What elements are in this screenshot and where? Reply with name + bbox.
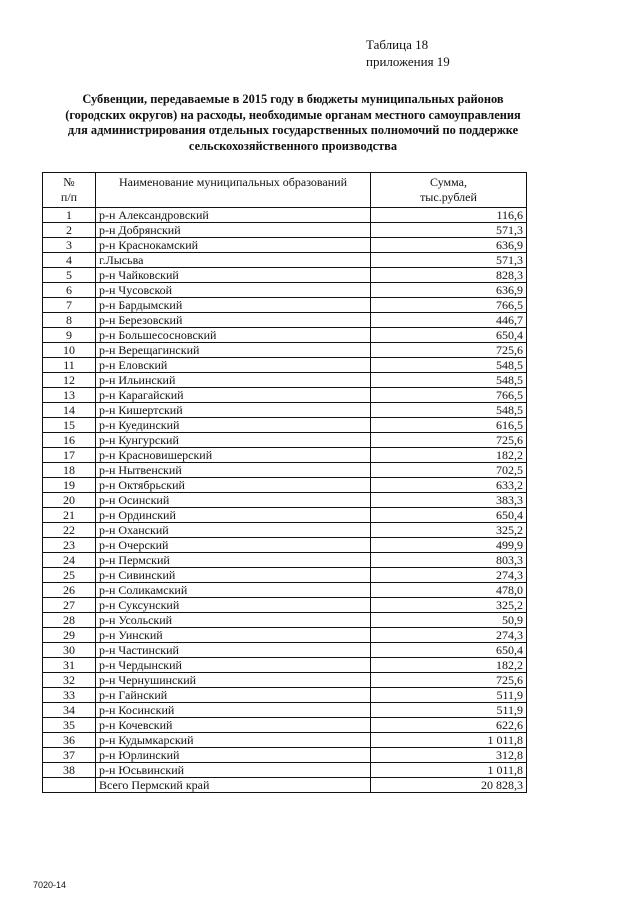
table-number: Таблица 18 xyxy=(366,37,429,52)
row-number: 4 xyxy=(43,253,96,268)
row-number: 21 xyxy=(43,508,96,523)
table-row xyxy=(43,448,527,463)
subsidy-amount: 616,5 xyxy=(371,418,527,433)
header-sum-unit: тыс.рублей xyxy=(420,190,477,204)
municipality-name: р-н Чернушинский xyxy=(96,673,371,688)
municipality-name: р-н Чусовской xyxy=(96,283,371,298)
header-number-abbr: п/п xyxy=(60,190,78,204)
row-number: 37 xyxy=(43,748,96,763)
table-row xyxy=(43,298,527,313)
subsidy-amount: 116,6 xyxy=(371,208,527,223)
table-row xyxy=(43,223,527,238)
municipality-name: р-н Очерский xyxy=(96,538,371,553)
subsidy-amount: 571,3 xyxy=(371,253,527,268)
table-row xyxy=(43,463,527,478)
municipality-name: р-н Суксунский xyxy=(96,598,371,613)
municipality-name: р-н Косинский xyxy=(96,703,371,718)
subsidy-amount: 274,3 xyxy=(371,628,527,643)
subsidy-amount: 766,5 xyxy=(371,388,527,403)
municipality-name: г.Лысьва xyxy=(96,253,371,268)
total-row xyxy=(43,778,527,793)
row-number: 16 xyxy=(43,433,96,448)
title-line-3: для администрирования отдельных государственных полномочий по поддержке xyxy=(67,123,519,137)
table-header-row xyxy=(43,173,527,208)
subsidy-amount: 650,4 xyxy=(371,508,527,523)
row-number: 20 xyxy=(43,493,96,508)
subsidy-amount: 182,2 xyxy=(371,448,527,463)
table-row xyxy=(43,343,527,358)
subsidy-amount: 548,5 xyxy=(371,373,527,388)
row-number: 36 xyxy=(43,733,96,748)
subsidy-amount: 571,3 xyxy=(371,223,527,238)
table-row xyxy=(43,763,527,778)
subsidy-amount: 446,7 xyxy=(371,313,527,328)
table-row xyxy=(43,268,527,283)
table-row xyxy=(43,673,527,688)
subsidy-amount: 1 011,8 xyxy=(371,763,527,778)
municipality-name: р-н Сивинский xyxy=(96,568,371,583)
municipality-name: р-н Кунгурский xyxy=(96,433,371,448)
table-row xyxy=(43,253,527,268)
appendix-number: приложения 19 xyxy=(366,54,450,69)
municipality-name: р-н Кудымкарский xyxy=(96,733,371,748)
municipality-name: р-н Краснокамский xyxy=(96,238,371,253)
row-number: 35 xyxy=(43,718,96,733)
row-number: 2 xyxy=(43,223,96,238)
subsidy-amount: 499,9 xyxy=(371,538,527,553)
document-title xyxy=(50,92,536,154)
row-number: 11 xyxy=(43,358,96,373)
table-row xyxy=(43,733,527,748)
municipality-name: р-н Пермский xyxy=(96,553,371,568)
row-number: 23 xyxy=(43,538,96,553)
municipality-name: р-н Юрлинский xyxy=(96,748,371,763)
table-row xyxy=(43,643,527,658)
table-row xyxy=(43,478,527,493)
table-row xyxy=(43,583,527,598)
row-number: 5 xyxy=(43,268,96,283)
table-row xyxy=(43,688,527,703)
table-row xyxy=(43,493,527,508)
row-number: 18 xyxy=(43,463,96,478)
subsidy-amount: 325,2 xyxy=(371,523,527,538)
row-number: 38 xyxy=(43,763,96,778)
row-number: 32 xyxy=(43,673,96,688)
table-body xyxy=(43,208,527,793)
header-name-label: Наименование муниципальных образований xyxy=(118,175,348,189)
municipality-name: р-н Усольский xyxy=(96,613,371,628)
table-row xyxy=(43,358,527,373)
row-number: 13 xyxy=(43,388,96,403)
table-row xyxy=(43,373,527,388)
subsidy-amount: 548,5 xyxy=(371,403,527,418)
subsidy-amount: 636,9 xyxy=(371,238,527,253)
table-row xyxy=(43,613,527,628)
subsidy-amount: 725,6 xyxy=(371,343,527,358)
municipality-name: р-н Красновишерский xyxy=(96,448,371,463)
table-row xyxy=(43,388,527,403)
subsidy-amount: 650,4 xyxy=(371,328,527,343)
table-row xyxy=(43,523,527,538)
table-row xyxy=(43,718,527,733)
municipality-name: р-н Александровский xyxy=(96,208,371,223)
municipality-name: р-н Октябрьский xyxy=(96,478,371,493)
row-number: 14 xyxy=(43,403,96,418)
row-number: 28 xyxy=(43,613,96,628)
row-number xyxy=(43,778,96,793)
subsidy-table xyxy=(42,172,527,793)
title-line-1: Субвенции, передаваемые в 2015 году в бюджеты муниципальных районов xyxy=(82,92,504,106)
table-row xyxy=(43,283,527,298)
row-number: 26 xyxy=(43,583,96,598)
row-number: 30 xyxy=(43,643,96,658)
subsidy-amount: 1 011,8 xyxy=(371,733,527,748)
header-name xyxy=(96,173,371,208)
municipality-name: р-н Бардымский xyxy=(96,298,371,313)
row-number: 9 xyxy=(43,328,96,343)
municipality-name: р-н Юсьвинский xyxy=(96,763,371,778)
municipality-name: р-н Большесосновский xyxy=(96,328,371,343)
subsidy-amount: 511,9 xyxy=(371,703,527,718)
subsidy-amount: 50,9 xyxy=(371,613,527,628)
municipality-name: р-н Соликамский xyxy=(96,583,371,598)
row-number: 33 xyxy=(43,688,96,703)
subsidy-amount: 803,3 xyxy=(371,553,527,568)
subsidy-amount: 633,2 xyxy=(371,478,527,493)
municipality-name: р-н Кишертский xyxy=(96,403,371,418)
row-number: 29 xyxy=(43,628,96,643)
row-number: 12 xyxy=(43,373,96,388)
row-number: 25 xyxy=(43,568,96,583)
subsidy-amount: 636,9 xyxy=(371,283,527,298)
municipality-name: Всего Пермский край xyxy=(96,778,371,793)
subsidy-amount: 20 828,3 xyxy=(371,778,527,793)
subsidy-amount: 478,0 xyxy=(371,583,527,598)
municipality-name: р-н Оханский xyxy=(96,523,371,538)
row-number: 34 xyxy=(43,703,96,718)
subsidy-amount: 325,2 xyxy=(371,598,527,613)
municipality-name: р-н Куединский xyxy=(96,418,371,433)
municipality-name: р-н Кочевский xyxy=(96,718,371,733)
table-row xyxy=(43,433,527,448)
table-row xyxy=(43,598,527,613)
subsidy-amount: 702,5 xyxy=(371,463,527,478)
header-sum-label: Сумма, xyxy=(430,175,467,189)
row-number: 27 xyxy=(43,598,96,613)
row-number: 24 xyxy=(43,553,96,568)
row-number: 22 xyxy=(43,523,96,538)
title-line-4: сельскохозяйственного производства xyxy=(188,138,398,153)
row-number: 7 xyxy=(43,298,96,313)
municipality-name: р-н Березовский xyxy=(96,313,371,328)
header-number-symbol: № xyxy=(63,175,75,189)
header-number xyxy=(43,173,96,208)
table-row xyxy=(43,403,527,418)
municipality-name: р-н Еловский xyxy=(96,358,371,373)
subsidy-amount: 182,2 xyxy=(371,658,527,673)
row-number: 6 xyxy=(43,283,96,298)
table-row xyxy=(43,628,527,643)
subsidy-amount: 725,6 xyxy=(371,433,527,448)
subsidy-amount: 766,5 xyxy=(371,298,527,313)
table-row xyxy=(43,508,527,523)
municipality-name: р-н Частинский xyxy=(96,643,371,658)
table-row xyxy=(43,208,527,223)
municipality-name: р-н Уинский xyxy=(96,628,371,643)
subsidy-amount: 274,3 xyxy=(371,568,527,583)
table-row xyxy=(43,553,527,568)
municipality-name: р-н Чайковский xyxy=(96,268,371,283)
table-reference xyxy=(366,36,450,70)
municipality-name: р-н Осинский xyxy=(96,493,371,508)
subsidy-amount: 725,6 xyxy=(371,673,527,688)
row-number: 19 xyxy=(43,478,96,493)
subsidy-amount: 650,4 xyxy=(371,643,527,658)
municipality-name: р-н Ильинский xyxy=(96,373,371,388)
subsidy-amount: 828,3 xyxy=(371,268,527,283)
subsidy-amount: 622,6 xyxy=(371,718,527,733)
municipality-name: р-н Карагайский xyxy=(96,388,371,403)
subsidy-amount: 548,5 xyxy=(371,358,527,373)
table-row xyxy=(43,313,527,328)
header-sum xyxy=(371,173,527,208)
municipality-name: р-н Чердынский xyxy=(96,658,371,673)
municipality-name: р-н Ординский xyxy=(96,508,371,523)
row-number: 15 xyxy=(43,418,96,433)
subsidy-amount: 383,3 xyxy=(371,493,527,508)
subsidy-amount: 312,8 xyxy=(371,748,527,763)
subsidy-amount: 511,9 xyxy=(371,688,527,703)
municipality-name: р-н Нытвенский xyxy=(96,463,371,478)
table-row xyxy=(43,703,527,718)
table-row xyxy=(43,658,527,673)
document-code: 7020-14 xyxy=(33,880,67,890)
row-number: 1 xyxy=(43,208,96,223)
row-number: 8 xyxy=(43,313,96,328)
table-row xyxy=(43,748,527,763)
municipality-name: р-н Добрянский xyxy=(96,223,371,238)
table-row xyxy=(43,418,527,433)
title-line-2: (городских округов) на расходы, необходимые органам местного самоуправления xyxy=(65,107,521,122)
municipality-name: р-н Верещагинский xyxy=(96,343,371,358)
table-row xyxy=(43,238,527,253)
row-number: 31 xyxy=(43,658,96,673)
row-number: 17 xyxy=(43,448,96,463)
table-row xyxy=(43,328,527,343)
row-number: 10 xyxy=(43,343,96,358)
municipality-name: р-н Гайнский xyxy=(96,688,371,703)
table-row xyxy=(43,538,527,553)
row-number: 3 xyxy=(43,238,96,253)
table-row xyxy=(43,568,527,583)
